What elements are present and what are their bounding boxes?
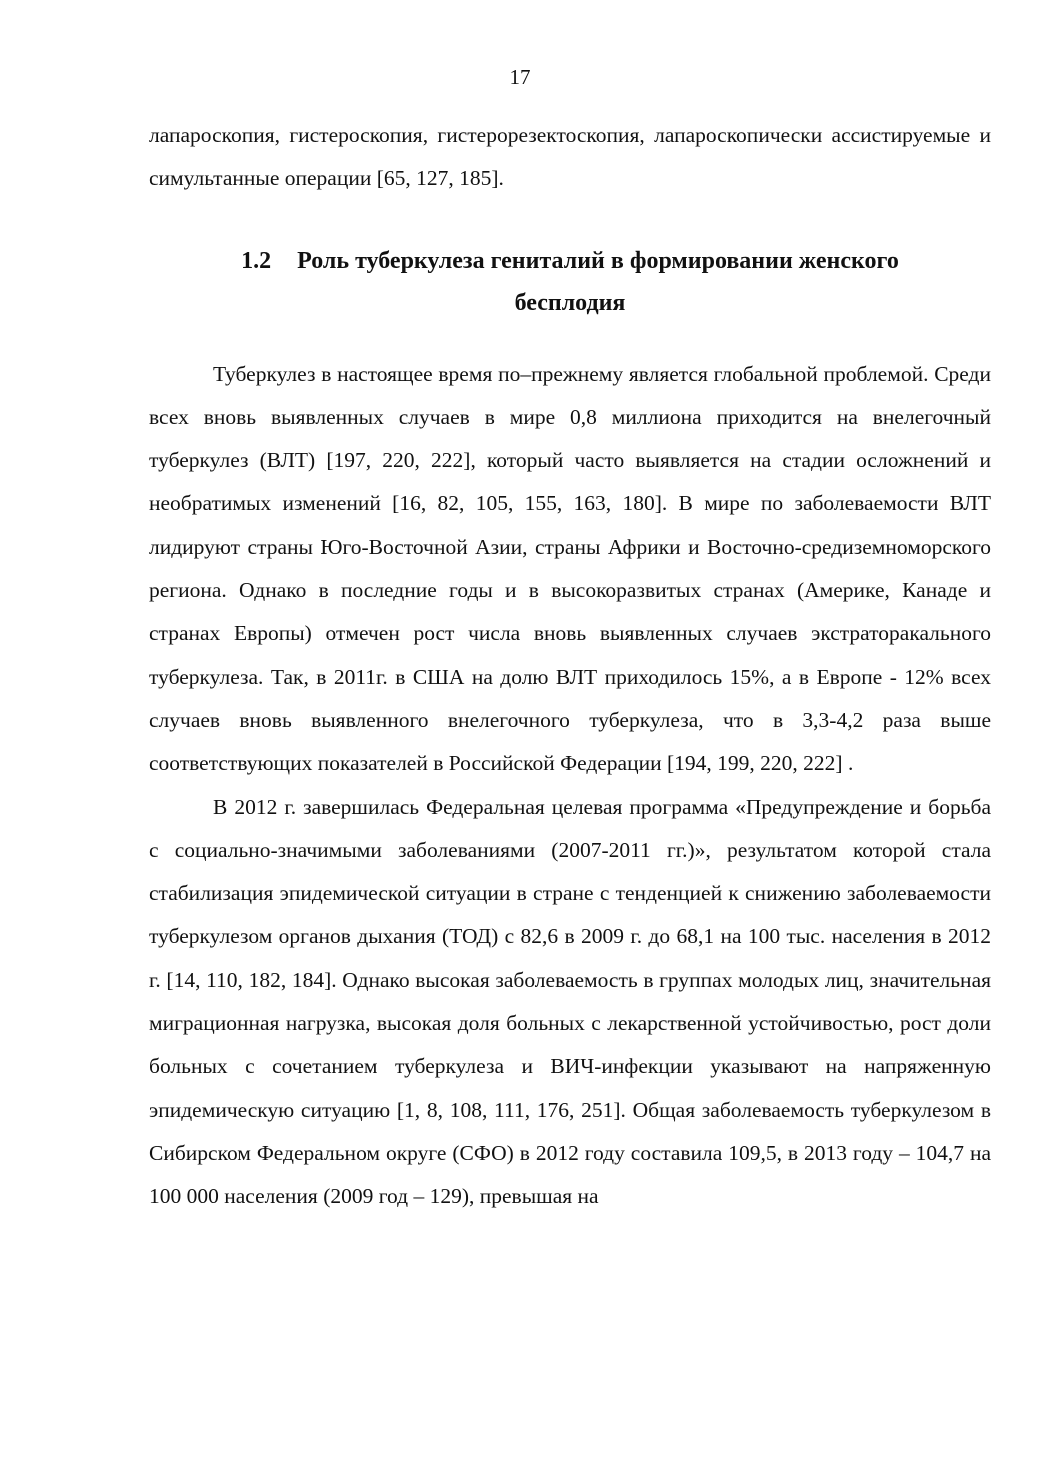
- section-title-part-1: Роль туберкулеза гениталий в формировании женского: [297, 247, 899, 274]
- section-title-part-2: бесплодия: [514, 289, 626, 316]
- body-paragraph-2: В 2012 г. завершилась Федеральная целевая программа «Предупреждение и борьба с социально-значимыми заболеваниями (2007-2011 гг.)», результатом которой стала стабилизация эпидемической ситуации в стране с тенденцией к снижению заболеваемости туберкулезом органов дыхания (ТОД) с 82,6 в 2009 г. до 68,1 на 100 тыс. населения в 2012 г. [14, 110, 182, 184]. Однако высокая заболеваемость в группах молодых лиц, значительная миграционная нагрузка, высокая доля больных с лекарственной устойчивостью, рост доли больных с сочетанием туберкулеза и ВИЧ-инфекции указывают на напряженную эпидемическую ситуацию [1, 8, 108, 111, 176, 251]. Общая заболеваемость туберкулезом в Сибирском Федеральном округе (СФО) в 2012 году составила 109,5, в 2013 году – 104,7 на 100 000 населения (2009 год – 129), превышая на: [149, 794, 991, 1209]
- body-paragraph-1: Туберкулез в настоящее время по–прежнему является глобальной проблемой. Среди всех вновь выявленных случаев в мире 0,8 миллиона приходится на внелегочный туберкулез (ВЛТ) [197, 220, 222], который часто выявляется на стадии осложнений и необратимых изменений [16, 82, 105, 155, 163, 180]. В мире по заболеваемости ВЛТ лидируют страны Юго-Восточной Азии, страны Африки и Восточно-средиземноморского региона. Однако в последние годы и в высокоразвитых странах (Америке, Канаде и странах Европы) отмечен рост числа вновь выявленных случаев экстраторакального туберкулеза. Так, в 2011г. в США на долю ВЛТ приходилось 15%, а в Европе - 12% всех случаев вновь выявленного внелегочного туберкулеза, что в 3,3-4,2 раза выше соответствующих показателей в Российской Федерации [194, 199, 220, 222] .: [149, 361, 991, 776]
- page-number: 17: [509, 65, 531, 89]
- section-heading: [149, 240, 991, 324]
- section-number: 1.2: [241, 247, 272, 274]
- document-body: [149, 114, 991, 1219]
- section-heading-line-1: [149, 240, 991, 282]
- lead-paragraph: лапароскопия, гистероскопия, гистерорезектоскопия, лапароскопически ассистируемые и симультанные операции [65, 127, 185].: [149, 123, 991, 191]
